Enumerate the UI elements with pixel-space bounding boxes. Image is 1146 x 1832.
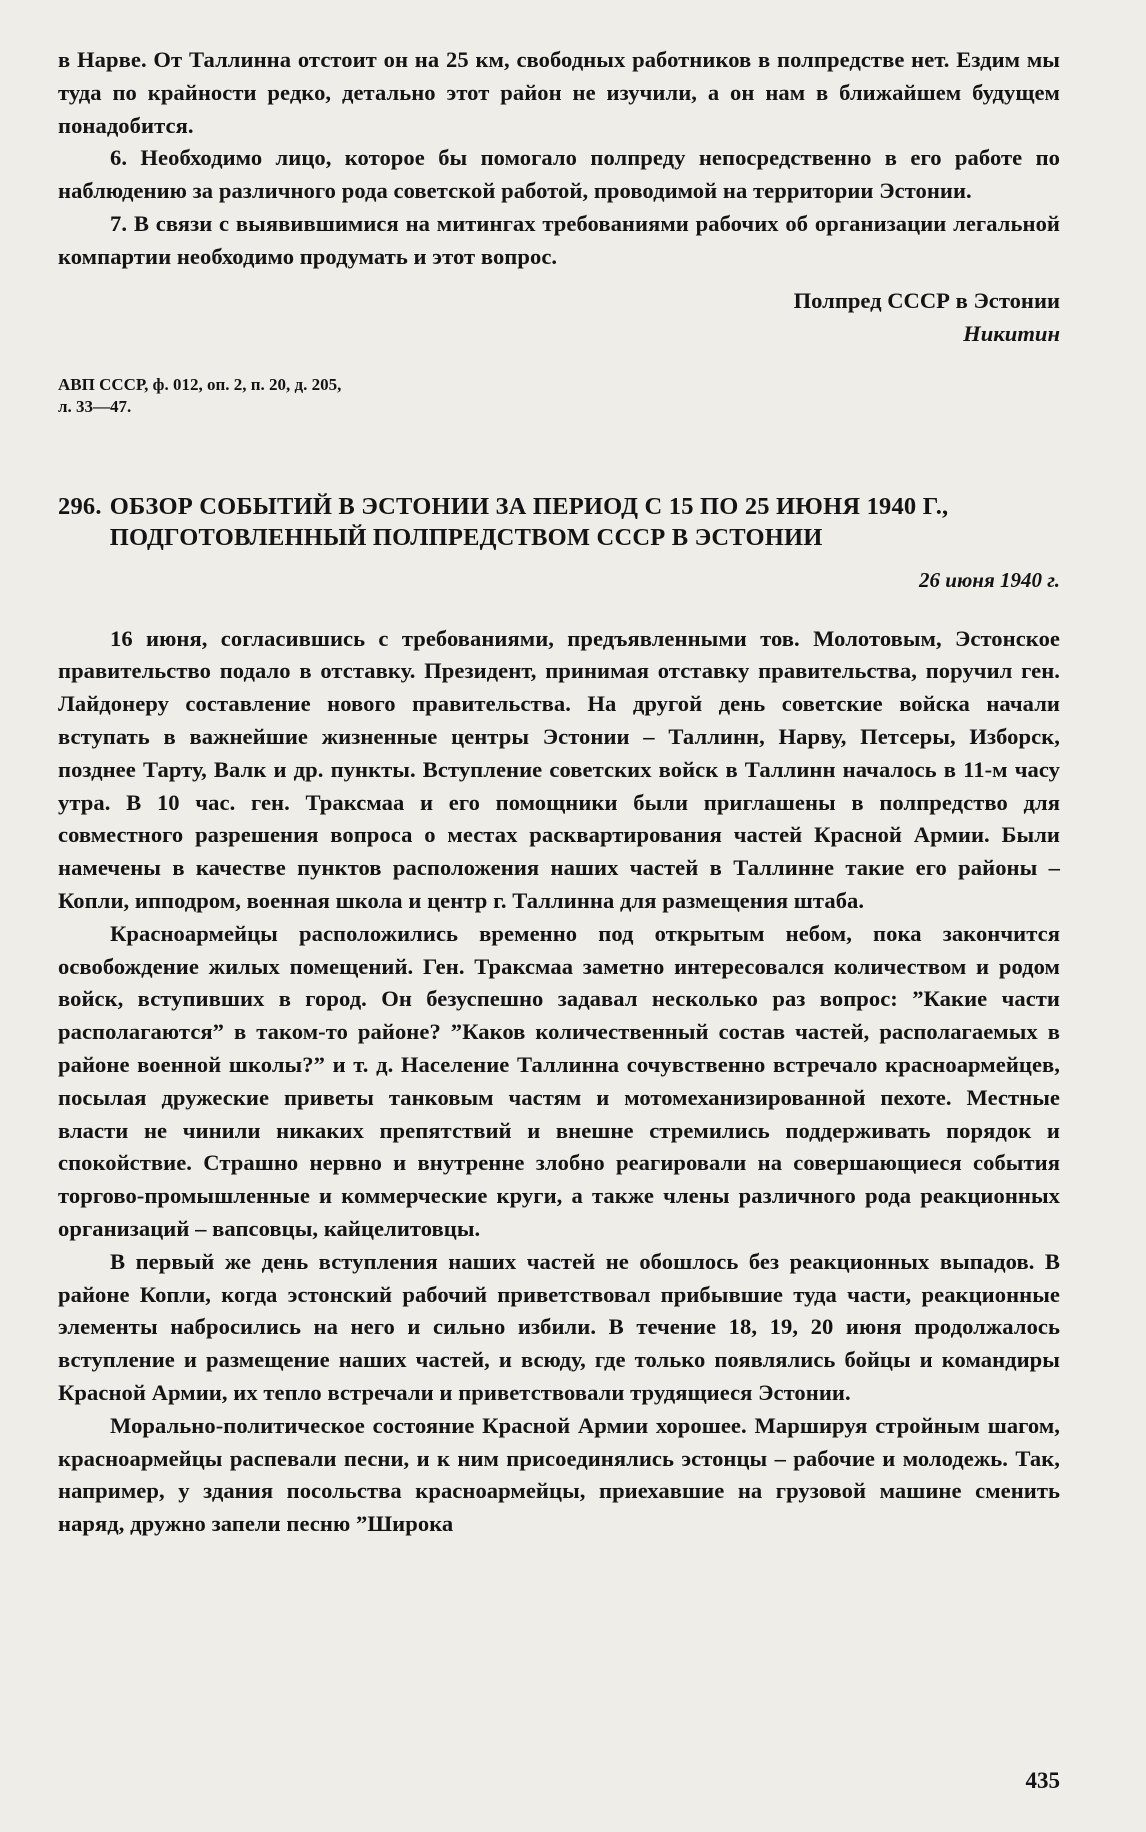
document-page <box>58 44 1060 1794</box>
document-number: 296. <box>58 492 102 520</box>
archive-reference-line-2: л. 33—47. <box>58 396 132 416</box>
document-title: ОБЗОР СОБЫТИЙ В ЭСТОНИИ ЗА ПЕРИОД С 15 ПО 25 ИЮНЯ 1940 Г., ПОДГОТОВЛЕННЫЙ ПОЛПРЕДСТВОМ СССР В ЭСТОНИИ <box>109 492 949 551</box>
body-paragraph-4: Морально-политическое состояние Красной Армии хорошее. Маршируя стройным шагом, красноармейцы распевали песни, и к ним присоединялись эстонцы – рабочие и молодежь. Так, например, у здания посольства красноармейцы, приехавшие на грузовой машине сменить наряд, дружно запели песню ”Широка <box>58 1412 1060 1537</box>
archive-reference <box>58 374 438 418</box>
archive-reference-line-1: АВП СССР, ф. 012, оп. 2, п. 20, д. 205, <box>58 374 342 394</box>
body-paragraph-1: 16 июня, согласившись с требованиями, предъявленными тов. Молотовым, Эстонское правительство подало в отставку. Президент, принимая отставку правительства, поручил ген. Лайдонеру составление нового правительства. На другой день советские войска начали вступать в важнейшие жизненные центры Эстонии – Таллинн, Нарву, Петсеры, Изборск, позднее Тарту, Валк и др. пункты. Вступление советских войск в Таллинн началось в 11-м часу утра. В 10 час. ген. Траксмаа и его помощники были приглашены в полпредство для совместного разрешения вопроса о местах расквартирования частей Красной Армии. Были намечены в качестве пунктов расположения наших частей в Таллинне такие его районы – Копли, ипподром, военная школа и центр г. Таллинна для размещения штаба. <box>58 625 1060 913</box>
signature-name: Никитин <box>963 320 1060 346</box>
body-paragraph-3: В первый же день вступления наших частей не обошлось без реакционных выпадов. В районе Копли, когда эстонский рабочий приветствовал прибывшие туда части, реакционные элементы набросились на него и сильно избили. В течение 18, 19, 20 июня продолжалось вступление и размещение наших частей, и всюду, где только появлялись бойцы и командиры Красной Армии, их тепло встречали и приветствовали трудящиеся Эстонии. <box>58 1248 1060 1405</box>
document-heading <box>58 491 1060 553</box>
document-date: 26 июня 1940 г. <box>919 567 1060 592</box>
intro-paragraph-1: в Нарве. От Таллинна отстоит он на 25 км, свободных работников в полпредстве нет. Ездим мы туда по крайности редко, детально этот район не изучили, а он нам в ближайшем будущем понадобится. <box>58 47 1060 138</box>
signature-position: Полпред СССР в Эстонии <box>793 287 1060 313</box>
page-number: 435 <box>1025 1768 1060 1793</box>
body-paragraph-2: Красноармейцы расположились временно под открытым небом, пока закончится освобождение жилых помещений. Ген. Траксмаа заметно интересовался количеством и родом войск, вступивших в город. Он безуспешно задавал несколько раз вопрос: ”Какие части располагаются” в таком-то районе? ”Каков количественный состав частей, располагаемых в районе военной школы?” и т. д. Население Таллинна сочувственно встречало красноармейцев, посылая дружеские приветы танковым частям и мотомеханизированной пехоте. Местные власти не чинили никаких препятствий и внешне стремились поддерживать порядок и спокойствие. Страшно нервно и внутренне злобно реагировали на совершающиеся события торгово-промышленные и коммерческие круги, а также члены различного рода реакционных организаций – вапсовцы, кайцелитовцы. <box>58 920 1060 1241</box>
intro-paragraph-3: 7. В связи с выявившимися на митингах требованиями рабочих об организации легальной компартии необходимо продумать и этот вопрос. <box>58 210 1060 269</box>
signature-block <box>58 284 1060 350</box>
intro-paragraph-2: 6. Необходимо лицо, которое бы помогало полпреду непосредственно в его работе по наблюдению за различного рода советской работой, проводимой на территории Эстонии. <box>58 145 1060 204</box>
